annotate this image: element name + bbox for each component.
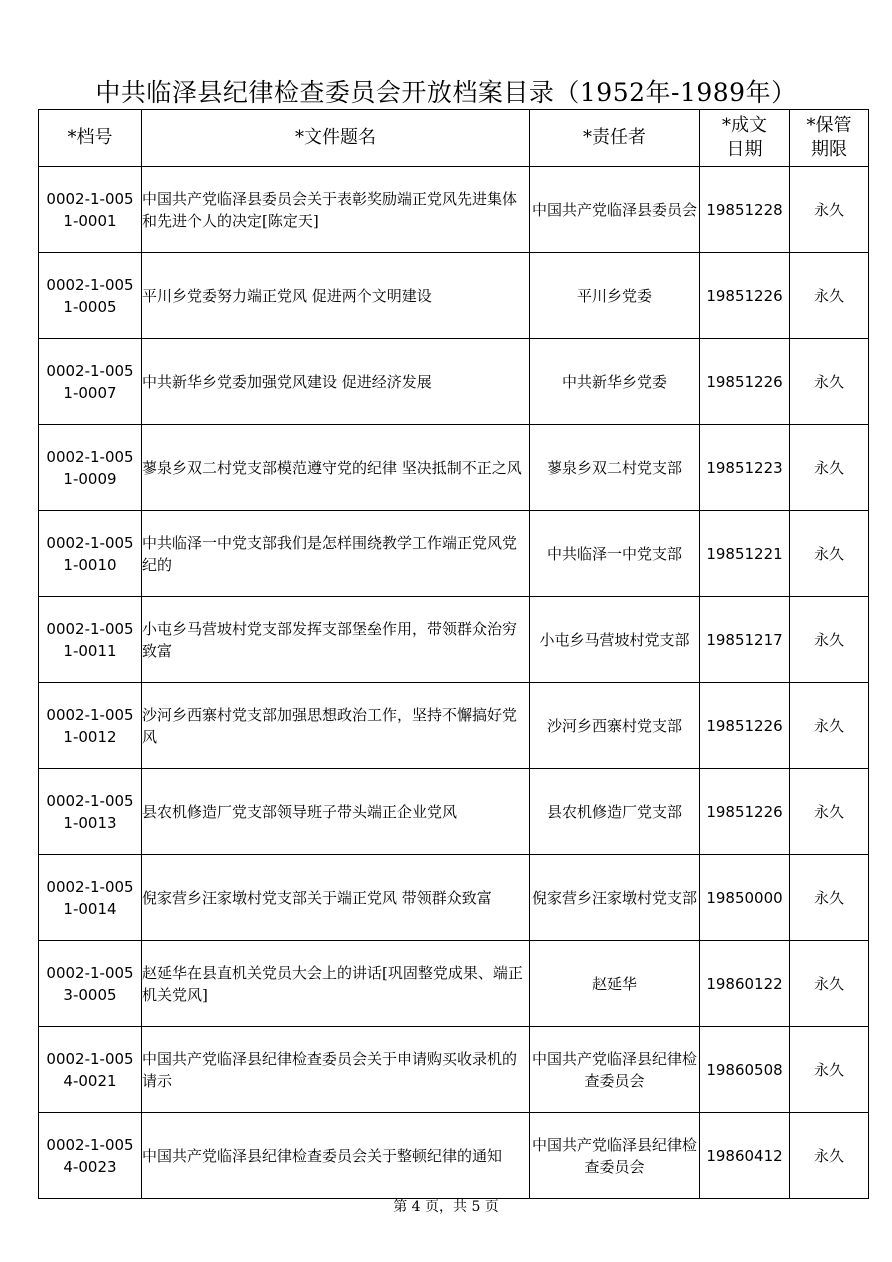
responsible-party-cell-text: 中共新华乡党委 — [561, 372, 667, 391]
archive-number-cell — [39, 339, 142, 425]
archive-number-cell-text: 0002-1-0051-0010 — [46, 533, 134, 574]
responsible-party-cell — [530, 339, 700, 425]
document-title-cell — [142, 511, 530, 597]
table-row — [39, 769, 869, 855]
archive-number-cell-text: 0002-1-0054-0021 — [46, 1049, 134, 1090]
retention-period-cell-text: 永久 — [813, 1146, 844, 1165]
responsible-party-cell-text: 蓼泉乡双二村党支部 — [546, 458, 682, 477]
document-date-cell-text: 19851221 — [706, 544, 783, 563]
retention-period-cell — [790, 769, 869, 855]
document-date-cell-text: 19851226 — [706, 802, 783, 821]
document-date-cell — [700, 425, 790, 511]
archive-number-cell — [39, 1113, 142, 1199]
retention-period-cell — [790, 597, 869, 683]
document-title-cell — [142, 1027, 530, 1113]
document-date-cell — [700, 769, 790, 855]
document-title-cell — [142, 941, 530, 1027]
responsible-party-cell — [530, 769, 700, 855]
document-title-cell-text: 县农机修造厂党支部领导班子带头端正企业党风 — [142, 802, 458, 821]
archive-number-cell-text: 0002-1-0051-0012 — [46, 705, 134, 746]
document-title-cell-text: 中共新华乡党委加强党风建设 促进经济发展 — [142, 372, 432, 391]
retention-period-cell — [790, 941, 869, 1027]
column-header-responsible: *责任者 — [530, 110, 700, 167]
column-header-date — [700, 110, 790, 167]
table-row — [39, 597, 869, 683]
responsible-party-cell-text: 中国共产党临泽县纪律检查委员会 — [531, 1049, 697, 1090]
responsible-party-cell — [530, 511, 700, 597]
document-date-cell-text: 19851223 — [706, 458, 783, 477]
document-date-cell — [700, 511, 790, 597]
retention-period-cell — [790, 425, 869, 511]
column-header-term — [790, 110, 869, 167]
archive-number-cell — [39, 425, 142, 511]
archive-number-cell-text: 0002-1-0051-0014 — [46, 877, 134, 918]
document-title-cell-text: 小屯乡马营坡村党支部发挥支部堡垒作用，带领群众治穷致富 — [142, 619, 518, 660]
responsible-party-cell-text: 沙河乡西寨村党支部 — [546, 716, 682, 735]
table-body — [39, 167, 869, 1199]
column-header-id: *档号 — [39, 110, 142, 167]
retention-period-cell-text: 永久 — [813, 888, 844, 907]
document-date-cell-text: 19860122 — [706, 974, 783, 993]
archive-number-cell-text: 0002-1-0051-0013 — [46, 791, 134, 832]
document-title-cell — [142, 425, 530, 511]
column-header-title: *文件题名 — [142, 110, 530, 167]
responsible-party-cell-text: 中共临泽一中党支部 — [546, 544, 682, 563]
retention-period-cell-text: 永久 — [813, 716, 844, 735]
responsible-party-cell-text: 县农机修造厂党支部 — [546, 802, 682, 821]
retention-period-cell — [790, 683, 869, 769]
retention-period-cell — [790, 253, 869, 339]
document-title-cell — [142, 253, 530, 339]
document-date-cell-text: 19851226 — [706, 716, 783, 735]
retention-period-cell — [790, 855, 869, 941]
table-row — [39, 683, 869, 769]
retention-period-cell-text: 永久 — [813, 974, 844, 993]
table-row — [39, 855, 869, 941]
document-title-cell-text: 中国共产党临泽县纪律检查委员会关于整顿纪律的通知 — [142, 1146, 503, 1165]
document-date-cell — [700, 253, 790, 339]
archive-number-cell-text: 0002-1-0054-0023 — [46, 1135, 134, 1176]
table-row — [39, 339, 869, 425]
archive-number-cell — [39, 769, 142, 855]
document-title-cell-text: 倪家营乡汪家墩村党支部关于端正党风 带领群众致富 — [142, 888, 492, 907]
retention-period-cell — [790, 167, 869, 253]
archive-number-cell-text: 0002-1-0051-0009 — [46, 447, 134, 488]
document-title-cell-text: 中国共产党临泽县委员会关于表彰奖励端正党风先进集体和先进个人的决定[陈定天] — [142, 189, 518, 230]
archive-number-cell-text: 0002-1-0051-0011 — [46, 619, 134, 660]
table-row — [39, 425, 869, 511]
document-title-cell-text: 赵延华在县直机关党员大会上的讲话[巩固整党成果、端正机关党风] — [142, 963, 523, 1004]
retention-period-cell-text: 永久 — [813, 1060, 844, 1079]
column-header-date-label: *成文日期 — [722, 115, 767, 160]
archive-number-cell — [39, 683, 142, 769]
retention-period-cell-text: 永久 — [813, 372, 844, 391]
archive-number-cell-text: 0002-1-0053-0005 — [46, 963, 134, 1004]
responsible-party-cell — [530, 1027, 700, 1113]
responsible-party-cell — [530, 253, 700, 339]
archive-number-cell — [39, 511, 142, 597]
responsible-party-cell-text: 平川乡党委 — [576, 286, 652, 305]
responsible-party-cell-text: 小屯乡马营坡村党支部 — [539, 630, 690, 649]
document-title-cell — [142, 339, 530, 425]
document-date-cell-text: 19851217 — [706, 630, 783, 649]
responsible-party-cell-text: 赵延华 — [591, 974, 637, 993]
document-date-cell-text: 19860508 — [706, 1060, 783, 1079]
retention-period-cell-text: 永久 — [813, 200, 844, 219]
document-title-cell — [142, 683, 530, 769]
archive-number-cell-text: 0002-1-0051-0001 — [46, 189, 134, 230]
document-date-cell — [700, 339, 790, 425]
responsible-party-cell — [530, 855, 700, 941]
archive-number-cell-text: 0002-1-0051-0007 — [46, 361, 134, 402]
table-row — [39, 511, 869, 597]
retention-period-cell-text: 永久 — [813, 458, 844, 477]
archive-number-cell — [39, 855, 142, 941]
responsible-party-cell — [530, 941, 700, 1027]
document-title-cell — [142, 769, 530, 855]
responsible-party-cell — [530, 425, 700, 511]
document-date-cell — [700, 683, 790, 769]
document-date-cell — [700, 855, 790, 941]
archive-number-cell — [39, 597, 142, 683]
document-title-cell — [142, 167, 530, 253]
responsible-party-cell — [530, 167, 700, 253]
archive-catalog-table — [38, 109, 869, 1199]
document-date-cell — [700, 597, 790, 683]
responsible-party-cell — [530, 597, 700, 683]
document-title-cell-text: 沙河乡西寨村党支部加强思想政治工作，坚持不懈搞好党风 — [142, 705, 518, 746]
retention-period-cell-text: 永久 — [813, 286, 844, 305]
document-date-cell — [700, 1113, 790, 1199]
archive-number-cell — [39, 253, 142, 339]
retention-period-cell — [790, 1113, 869, 1199]
responsible-party-cell-text: 中国共产党临泽县委员会 — [531, 200, 697, 219]
document-title-cell-text: 中国共产党临泽县纪律检查委员会关于申请购买收录机的请示 — [142, 1049, 518, 1090]
archive-number-cell — [39, 1027, 142, 1113]
document-date-cell-text: 19851226 — [706, 286, 783, 305]
document-title-cell-text: 蓼泉乡双二村党支部模范遵守党的纪律 坚决抵制不正之风 — [142, 458, 522, 477]
document-title-cell-text: 中共临泽一中党支部我们是怎样围绕教学工作端正党风党纪的 — [142, 533, 518, 574]
table-header-row — [39, 110, 869, 167]
retention-period-cell — [790, 511, 869, 597]
document-date-cell — [700, 167, 790, 253]
responsible-party-cell — [530, 683, 700, 769]
document-date-cell-text: 19860412 — [706, 1146, 783, 1165]
responsible-party-cell-text: 倪家营乡汪家墩村党支部 — [531, 888, 697, 907]
table-row — [39, 1027, 869, 1113]
document-title-cell — [142, 1113, 530, 1199]
document-date-cell — [700, 941, 790, 1027]
table-row — [39, 167, 869, 253]
retention-period-cell — [790, 339, 869, 425]
retention-period-cell-text: 永久 — [813, 630, 844, 649]
archive-number-cell — [39, 167, 142, 253]
document-date-cell-text: 19851226 — [706, 372, 783, 391]
table-row — [39, 941, 869, 1027]
archive-number-cell — [39, 941, 142, 1027]
retention-period-cell — [790, 1027, 869, 1113]
archive-number-cell-text: 0002-1-0051-0005 — [46, 275, 134, 316]
document-title-cell-text: 平川乡党委努力端正党风 促进两个文明建设 — [142, 286, 432, 305]
table-row — [39, 1113, 869, 1199]
document-date-cell — [700, 1027, 790, 1113]
document-title-cell — [142, 597, 530, 683]
responsible-party-cell — [530, 1113, 700, 1199]
retention-period-cell-text: 永久 — [813, 802, 844, 821]
page-title: 中共临泽县纪律检查委员会开放档案目录（1952年-1989年） — [95, 78, 797, 107]
document-date-cell-text: 19850000 — [706, 888, 783, 907]
document-title-cell — [142, 855, 530, 941]
responsible-party-cell-text: 中国共产党临泽县纪律检查委员会 — [531, 1135, 697, 1176]
column-header-term-label: *保管期限 — [806, 115, 852, 160]
document-date-cell-text: 19851228 — [706, 200, 783, 219]
retention-period-cell-text: 永久 — [813, 544, 844, 563]
page-footer: 第 4 页，共 5 页 — [393, 1199, 499, 1215]
table-row — [39, 253, 869, 339]
